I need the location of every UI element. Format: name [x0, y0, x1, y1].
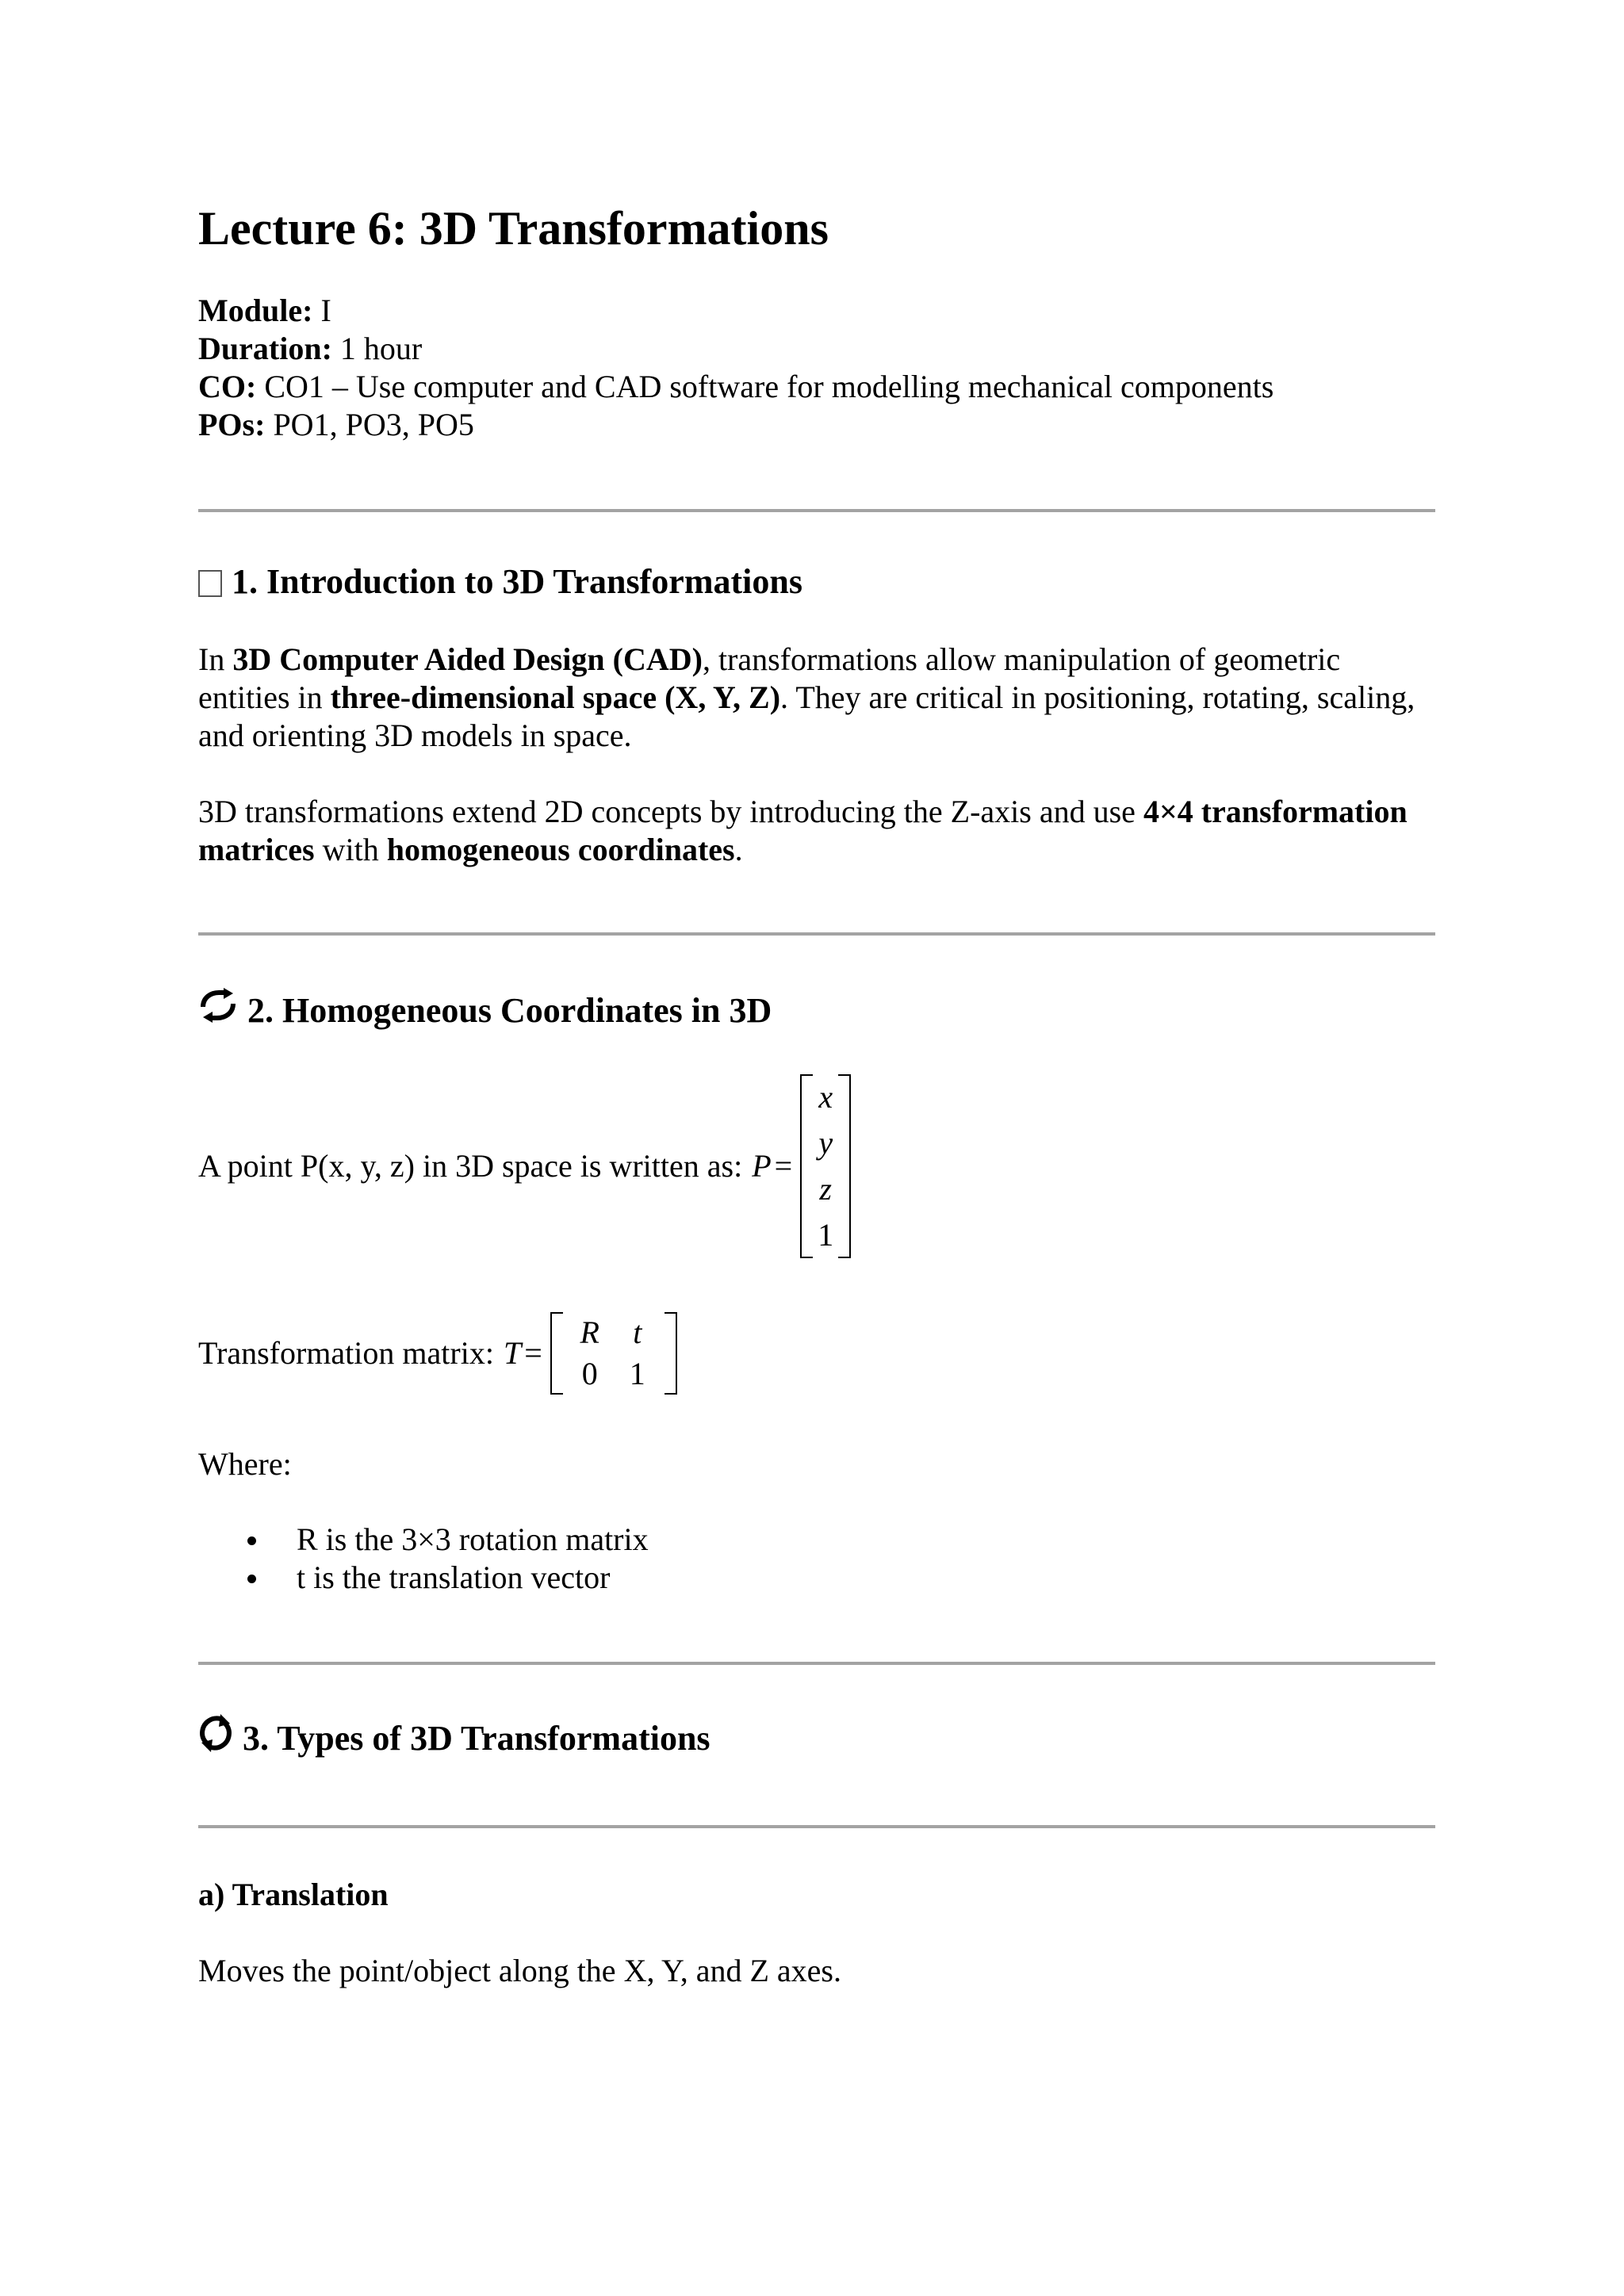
list-item-text: t is the translation vector	[297, 1559, 611, 1595]
equals-sign: =	[774, 1148, 793, 1184]
section-divider	[198, 1825, 1435, 1828]
section-heading-types-text: 3. Types of 3D Transformations	[243, 1719, 710, 1758]
list-item	[198, 1521, 649, 1559]
transformation-matrix-equation	[198, 1312, 677, 1395]
left-bracket	[550, 1312, 563, 1395]
meta-co-label: CO:	[198, 369, 257, 404]
intro-p2-text-e: .	[734, 832, 743, 867]
intro-paragraph-1	[198, 641, 1435, 755]
point-vector-column	[813, 1074, 838, 1258]
document-page	[198, 0, 1435, 2296]
intro-p1-bold-cad: 3D Computer Aided Design (CAD)	[232, 641, 703, 677]
point-vector-matrix	[800, 1074, 851, 1258]
point-equation-label: A point P(x, y, z) in 3D space is written as:	[198, 1148, 743, 1184]
matrix-cell: t	[633, 1314, 642, 1350]
meta-duration-label: Duration:	[198, 331, 332, 366]
meta-pos	[198, 406, 1274, 444]
list-item	[198, 1559, 649, 1597]
matrix-cell: 1	[629, 1356, 645, 1391]
intro-p2-bold-matrices: 4×4 transformation matrices	[198, 794, 1408, 867]
meta-module-label: Module:	[198, 293, 313, 328]
matrix-grid	[563, 1312, 665, 1395]
lecture-meta	[198, 292, 1274, 444]
intro-p2-text-c: with	[314, 832, 387, 867]
meta-module-value: I	[312, 293, 331, 328]
point-equation	[198, 1074, 851, 1258]
page-title: Lecture 6: 3D Transformations	[198, 202, 829, 254]
intro-p1-text-e: . They are critical in positioning, rotating, scaling, and orienting 3D models in space.	[198, 679, 1415, 753]
intro-p2-text-a: 3D transformations extend 2D concepts by introducing the Z-axis and use	[198, 794, 1143, 829]
matrix-variable: T	[503, 1335, 522, 1371]
subsection-heading-translation: a) Translation	[198, 1877, 389, 1912]
intro-p1-text-a: In	[198, 641, 233, 677]
meta-module	[198, 292, 1274, 330]
cycle-arrows-icon	[198, 988, 238, 1034]
vector-cell: 1	[818, 1217, 834, 1253]
matrix-cell: R	[580, 1314, 599, 1350]
meta-co	[198, 368, 1274, 406]
equals-sign: =	[524, 1335, 542, 1371]
right-bracket	[665, 1312, 677, 1395]
vector-cell: z	[819, 1171, 832, 1207]
section-heading-intro-text: 1. Introduction to 3D Transformations	[232, 562, 802, 601]
meta-pos-label: POs:	[198, 407, 266, 442]
meta-duration-value: 1 hour	[331, 331, 423, 366]
missing-glyph-icon	[198, 570, 222, 597]
bullet-dot	[247, 1536, 256, 1545]
matrix-cell: 0	[581, 1356, 598, 1391]
intro-p1-text-c: , transformations allow manipulation of geometric entities in	[198, 641, 1341, 715]
intro-p1-bold-space: three-dimensional space (X, Y, Z)	[330, 679, 781, 715]
section-heading-types	[198, 1714, 710, 1763]
section-divider	[198, 1662, 1435, 1665]
section-heading-homogeneous	[198, 988, 772, 1034]
point-variable: P	[752, 1148, 772, 1184]
left-bracket	[800, 1074, 813, 1258]
where-bullet-list	[198, 1521, 649, 1597]
section-heading-intro	[198, 560, 802, 604]
list-item-text: R is the 3×3 rotation matrix	[297, 1521, 649, 1557]
meta-duration	[198, 330, 1274, 368]
meta-co-value: CO1 – Use computer and CAD software for modelling mechanical components	[256, 369, 1274, 404]
intro-p2-bold-homogeneous: homogeneous coordinates	[386, 832, 735, 867]
section-heading-homogeneous-text: 2. Homogeneous Coordinates in 3D	[247, 991, 772, 1030]
bullet-dot	[247, 1575, 256, 1583]
section-divider	[198, 932, 1435, 936]
intro-paragraph-2	[198, 793, 1435, 869]
transformation-matrix	[550, 1312, 677, 1395]
where-label: Where:	[198, 1446, 292, 1482]
refresh-arrows-icon	[198, 1714, 233, 1763]
section-divider	[198, 509, 1435, 512]
matrix-equation-label: Transformation matrix:	[198, 1335, 494, 1371]
meta-pos-value: PO1, PO3, PO5	[265, 407, 474, 442]
vector-cell: y	[818, 1125, 833, 1161]
right-bracket	[838, 1074, 851, 1258]
vector-cell: x	[818, 1079, 833, 1115]
translation-description: Moves the point/object along the X, Y, and Z axes.	[198, 1953, 841, 1988]
